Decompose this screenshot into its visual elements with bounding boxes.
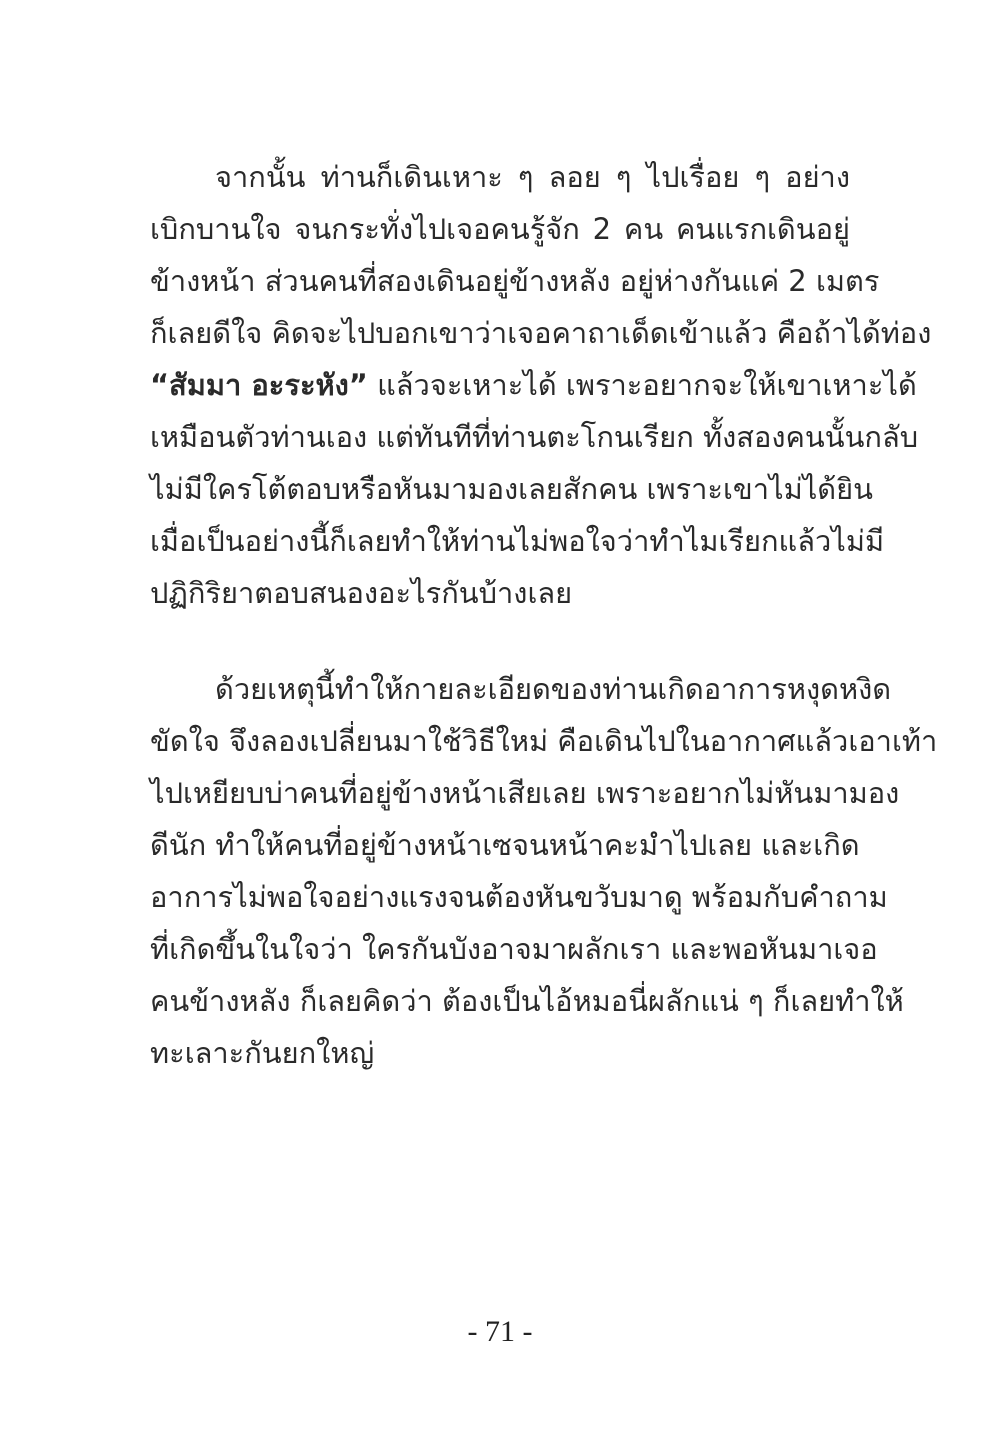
- paragraph-line: ข้างหน้า ส่วนคนที่สองเดินอยู่ข้างหลัง อยู่ห่างกันแค่ 2 เมตร: [150, 264, 880, 298]
- paragraph-line: ไปเหยียบบ่าคนที่อยู่ข้างหน้าเสียเลย เพราะอยากไม่หันมามอง: [150, 776, 900, 810]
- paragraph-line: อาการไม่พอใจอย่างแรงจนต้องหันขวับมาดู พร้อมกับคำถาม: [150, 880, 888, 914]
- paragraph-line: เบิกบานใจ จนกระทั่งไปเจอคนรู้จัก 2 คน คนแรกเดินอยู่: [150, 212, 850, 246]
- mantra-phrase: “สัมมา อะระหัง”: [150, 368, 368, 402]
- paragraph-line: ที่เกิดขึ้นในใจว่า ใครกันบังอาจมาผลักเรา และพอหันมาเจอ: [150, 932, 878, 966]
- paragraph-line: เมื่อเป็นอย่างนี้ก็เลยทำให้ท่านไม่พอใจว่าทำไมเรียกแล้วไม่มี: [150, 524, 885, 558]
- paragraph-line: ปฏิกิริยาตอบสนองอะไรกันบ้างเลย: [150, 576, 573, 610]
- paragraph-line: จากนั้น ท่านก็เดินเหาะ ๆ ลอย ๆ ไปเรื่อย ๆ อย่าง: [215, 160, 850, 194]
- paragraph-line: ดีนัก ทำให้คนที่อยู่ข้างหน้าเซจนหน้าคะมำไปเลย และเกิด: [150, 828, 860, 862]
- page-number: - 71 -: [467, 1315, 533, 1348]
- paragraph-line: ด้วยเหตุนี้ทำให้กายละเอียดของท่านเกิดอาการหงุดหงิด: [215, 672, 892, 706]
- paragraph-line: ขัดใจ จึงลองเปลี่ยนมาใช้วิธีใหม่ คือเดินไปในอากาศแล้วเอาเท้า: [150, 724, 938, 758]
- paragraph-line: เหมือนตัวท่านเอง แต่ทันทีที่ท่านตะโกนเรียก ทั้งสองคนนั้นกลับ: [150, 420, 919, 454]
- paragraph-line-text: แล้วจะเหาะได้ เพราะอยากจะให้เขาเหาะได้: [377, 368, 917, 402]
- paragraph-line: ไม่มีใครโต้ตอบหรือหันมามองเลยสักคน เพราะเขาไม่ได้ยิน: [150, 472, 873, 506]
- paragraph-line: ทะเลาะกันยกใหญ่: [150, 1036, 375, 1070]
- paragraph-line: [150, 359, 917, 411]
- paragraph-line: ก็เลยดีใจ คิดจะไปบอกเขาว่าเจอคาถาเด็ดเข้าแล้ว คือถ้าได้ท่อง: [150, 316, 932, 350]
- paragraph-line: คนข้างหลัง ก็เลยคิดว่า ต้องเป็นไอ้หมอนี่ผลักแน่ ๆ ก็เลยทำให้: [150, 984, 904, 1018]
